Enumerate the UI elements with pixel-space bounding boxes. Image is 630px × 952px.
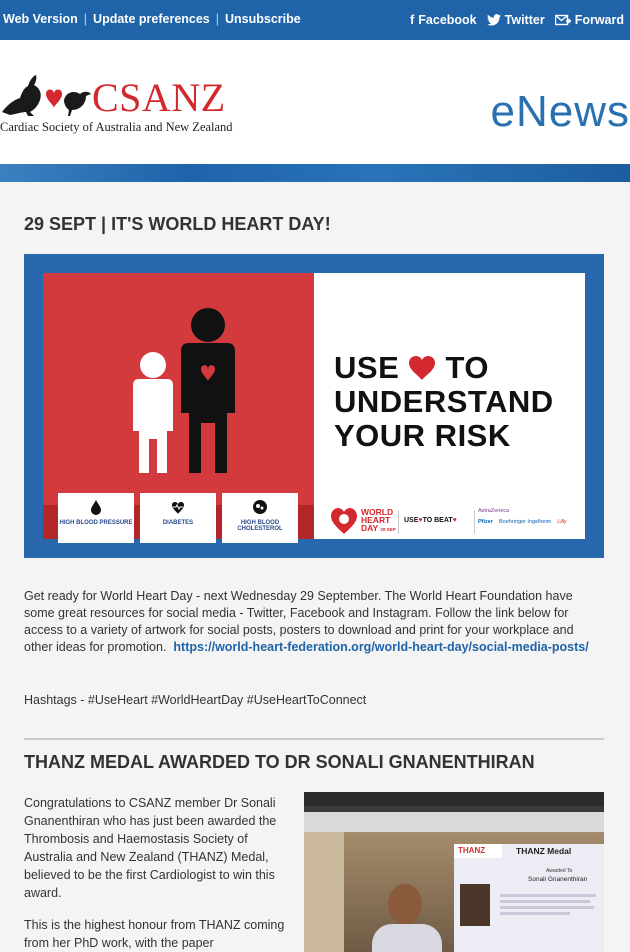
forward-mail-icon xyxy=(555,14,571,26)
thanz-paragraph-1: Congratulations to CSANZ member Dr Sonali Gnanenthiran who has just been awarded the Thrombosis and Haemostasis Society of Australia and New Zealand (THANZ) Medal, believed to be the first Cardiologist to win this award. xyxy=(24,796,277,900)
slide-text-line xyxy=(500,900,590,903)
world-heart-day-logo-icon xyxy=(330,508,358,534)
speaker-silhouette xyxy=(364,844,454,952)
photo-screen-toolbar xyxy=(304,792,604,806)
twitter-share-link[interactable] xyxy=(487,13,545,27)
people-silhouette-icon xyxy=(43,273,314,483)
whd-date: 29 SEP xyxy=(380,527,396,532)
world-heart-day-text: Get ready for World Heart Day - next Wednesday 29 September. The World Heart Foundation have some great resources for social media - Twitter, Facebook and Instagram. Follow the link below for access to a variety of artwork for social posts, posters to download and print for your workplace and other ideas for promotion. xyxy=(24,589,574,654)
header-decorative-band xyxy=(0,164,630,182)
heart-pulse-icon xyxy=(170,499,186,515)
photo-window-bar xyxy=(304,812,604,832)
top-links xyxy=(3,12,301,26)
logo-subtitle: Cardiac Society of Australia and New Zealand xyxy=(0,120,233,134)
banner-illustration-panel xyxy=(43,273,314,539)
banner-text-panel xyxy=(314,273,585,539)
whd-line3: DAY xyxy=(361,523,379,533)
slide-text-line xyxy=(500,912,570,915)
social-media-posts-link[interactable]: https://world-heart-federation.org/world-heart-day/social-media-posts/ xyxy=(173,640,589,654)
logo-divider xyxy=(398,510,399,534)
unsubscribe-link[interactable]: Unsubscribe xyxy=(225,12,301,26)
thanz-medal-heading: THANZ MEDAL AWARDED TO DR SONALI GNANENTHIRAN xyxy=(24,752,535,772)
slide-text-line xyxy=(500,906,594,909)
to-beat-word: TO BEAT xyxy=(422,517,453,524)
risk-card-label: DIABETES xyxy=(162,520,194,526)
use-to-beat-word: USE xyxy=(404,517,419,524)
slide-recipient-name: Sonali Gnanenthiran xyxy=(528,876,588,883)
thanz-paragraph-2: This is the highest honour from THANZ coming from her PhD work, with the paper xyxy=(24,918,285,950)
enews-title: eNews xyxy=(490,87,630,136)
risk-card-diabetes xyxy=(140,493,216,543)
risk-card-label: HIGH BLOOD PRESSURE xyxy=(59,520,133,526)
slide-brand: THANZ xyxy=(454,844,502,858)
headline-line3: YOUR RISK xyxy=(334,418,511,453)
sponsor-name: AstraZeneca xyxy=(478,508,510,514)
newsletter-header xyxy=(0,40,630,164)
top-navigation-bar xyxy=(0,0,630,40)
facebook-icon: f xyxy=(409,12,415,27)
award-ceremony-photo[interactable] xyxy=(304,792,604,952)
section-divider xyxy=(24,738,604,740)
photo-bookshelf xyxy=(304,832,344,952)
risk-card-cholesterol xyxy=(222,493,298,543)
recipient-photo xyxy=(460,884,490,926)
sponsor-name: Lilly xyxy=(557,519,567,525)
kangaroo-kiwi-heart-logo-icon xyxy=(0,74,92,118)
small-heart-icon: ♥ xyxy=(452,517,457,524)
facebook-share-link[interactable] xyxy=(410,12,477,27)
risk-card-label: HIGH BLOOD CHOLESTEROL xyxy=(237,520,283,532)
world-heart-day-heading: 29 SEPT | IT'S WORLD HEART DAY! xyxy=(24,214,331,234)
newsletter-content xyxy=(0,182,630,952)
hashtags-text: Hashtags - #UseHeart #WorldHeartDay #UseHeartToConnect xyxy=(24,693,367,707)
world-heart-day-banner[interactable] xyxy=(24,254,604,558)
twitter-icon xyxy=(487,14,501,26)
banner-footer-logos xyxy=(330,508,575,538)
world-heart-day-paragraph xyxy=(24,588,604,656)
use-heart-to-beat-label xyxy=(404,517,457,524)
web-version-link[interactable]: Web Version xyxy=(3,12,78,26)
separator: | xyxy=(215,12,220,26)
share-links xyxy=(410,12,624,27)
headline-word-to: TO xyxy=(445,350,489,385)
logo-divider xyxy=(474,510,475,534)
headline-line2: UNDERSTAND xyxy=(334,384,554,419)
risk-card-blood-pressure xyxy=(58,493,134,543)
slide-text-line xyxy=(500,894,596,897)
small-heart-icon: ♥ xyxy=(418,517,423,524)
sponsor-name: Pfizer xyxy=(478,519,493,525)
drop-icon xyxy=(88,499,104,515)
logo-wordmark: CSANZ xyxy=(92,75,226,120)
forward-label: Forward xyxy=(574,12,624,27)
banner-headline xyxy=(334,351,554,453)
facebook-label: Facebook xyxy=(418,12,477,27)
heart-icon xyxy=(408,356,436,380)
sponsor-logos xyxy=(478,506,567,528)
whd-line2: HEART xyxy=(361,515,391,525)
sponsor-name: Boehringer Ingelheim xyxy=(498,519,552,525)
whd-line1: WORLD xyxy=(361,507,394,517)
cholesterol-icon xyxy=(252,499,268,515)
forward-link[interactable] xyxy=(555,13,624,27)
separator: | xyxy=(83,12,88,26)
twitter-label: Twitter xyxy=(504,12,545,27)
update-preferences-link[interactable]: Update preferences xyxy=(93,12,210,26)
award-slide xyxy=(454,844,604,952)
slide-awarded-to: Awarded To xyxy=(546,868,573,874)
headline-word-use: USE xyxy=(334,350,400,385)
slide-title: THANZ Medal xyxy=(516,846,572,856)
